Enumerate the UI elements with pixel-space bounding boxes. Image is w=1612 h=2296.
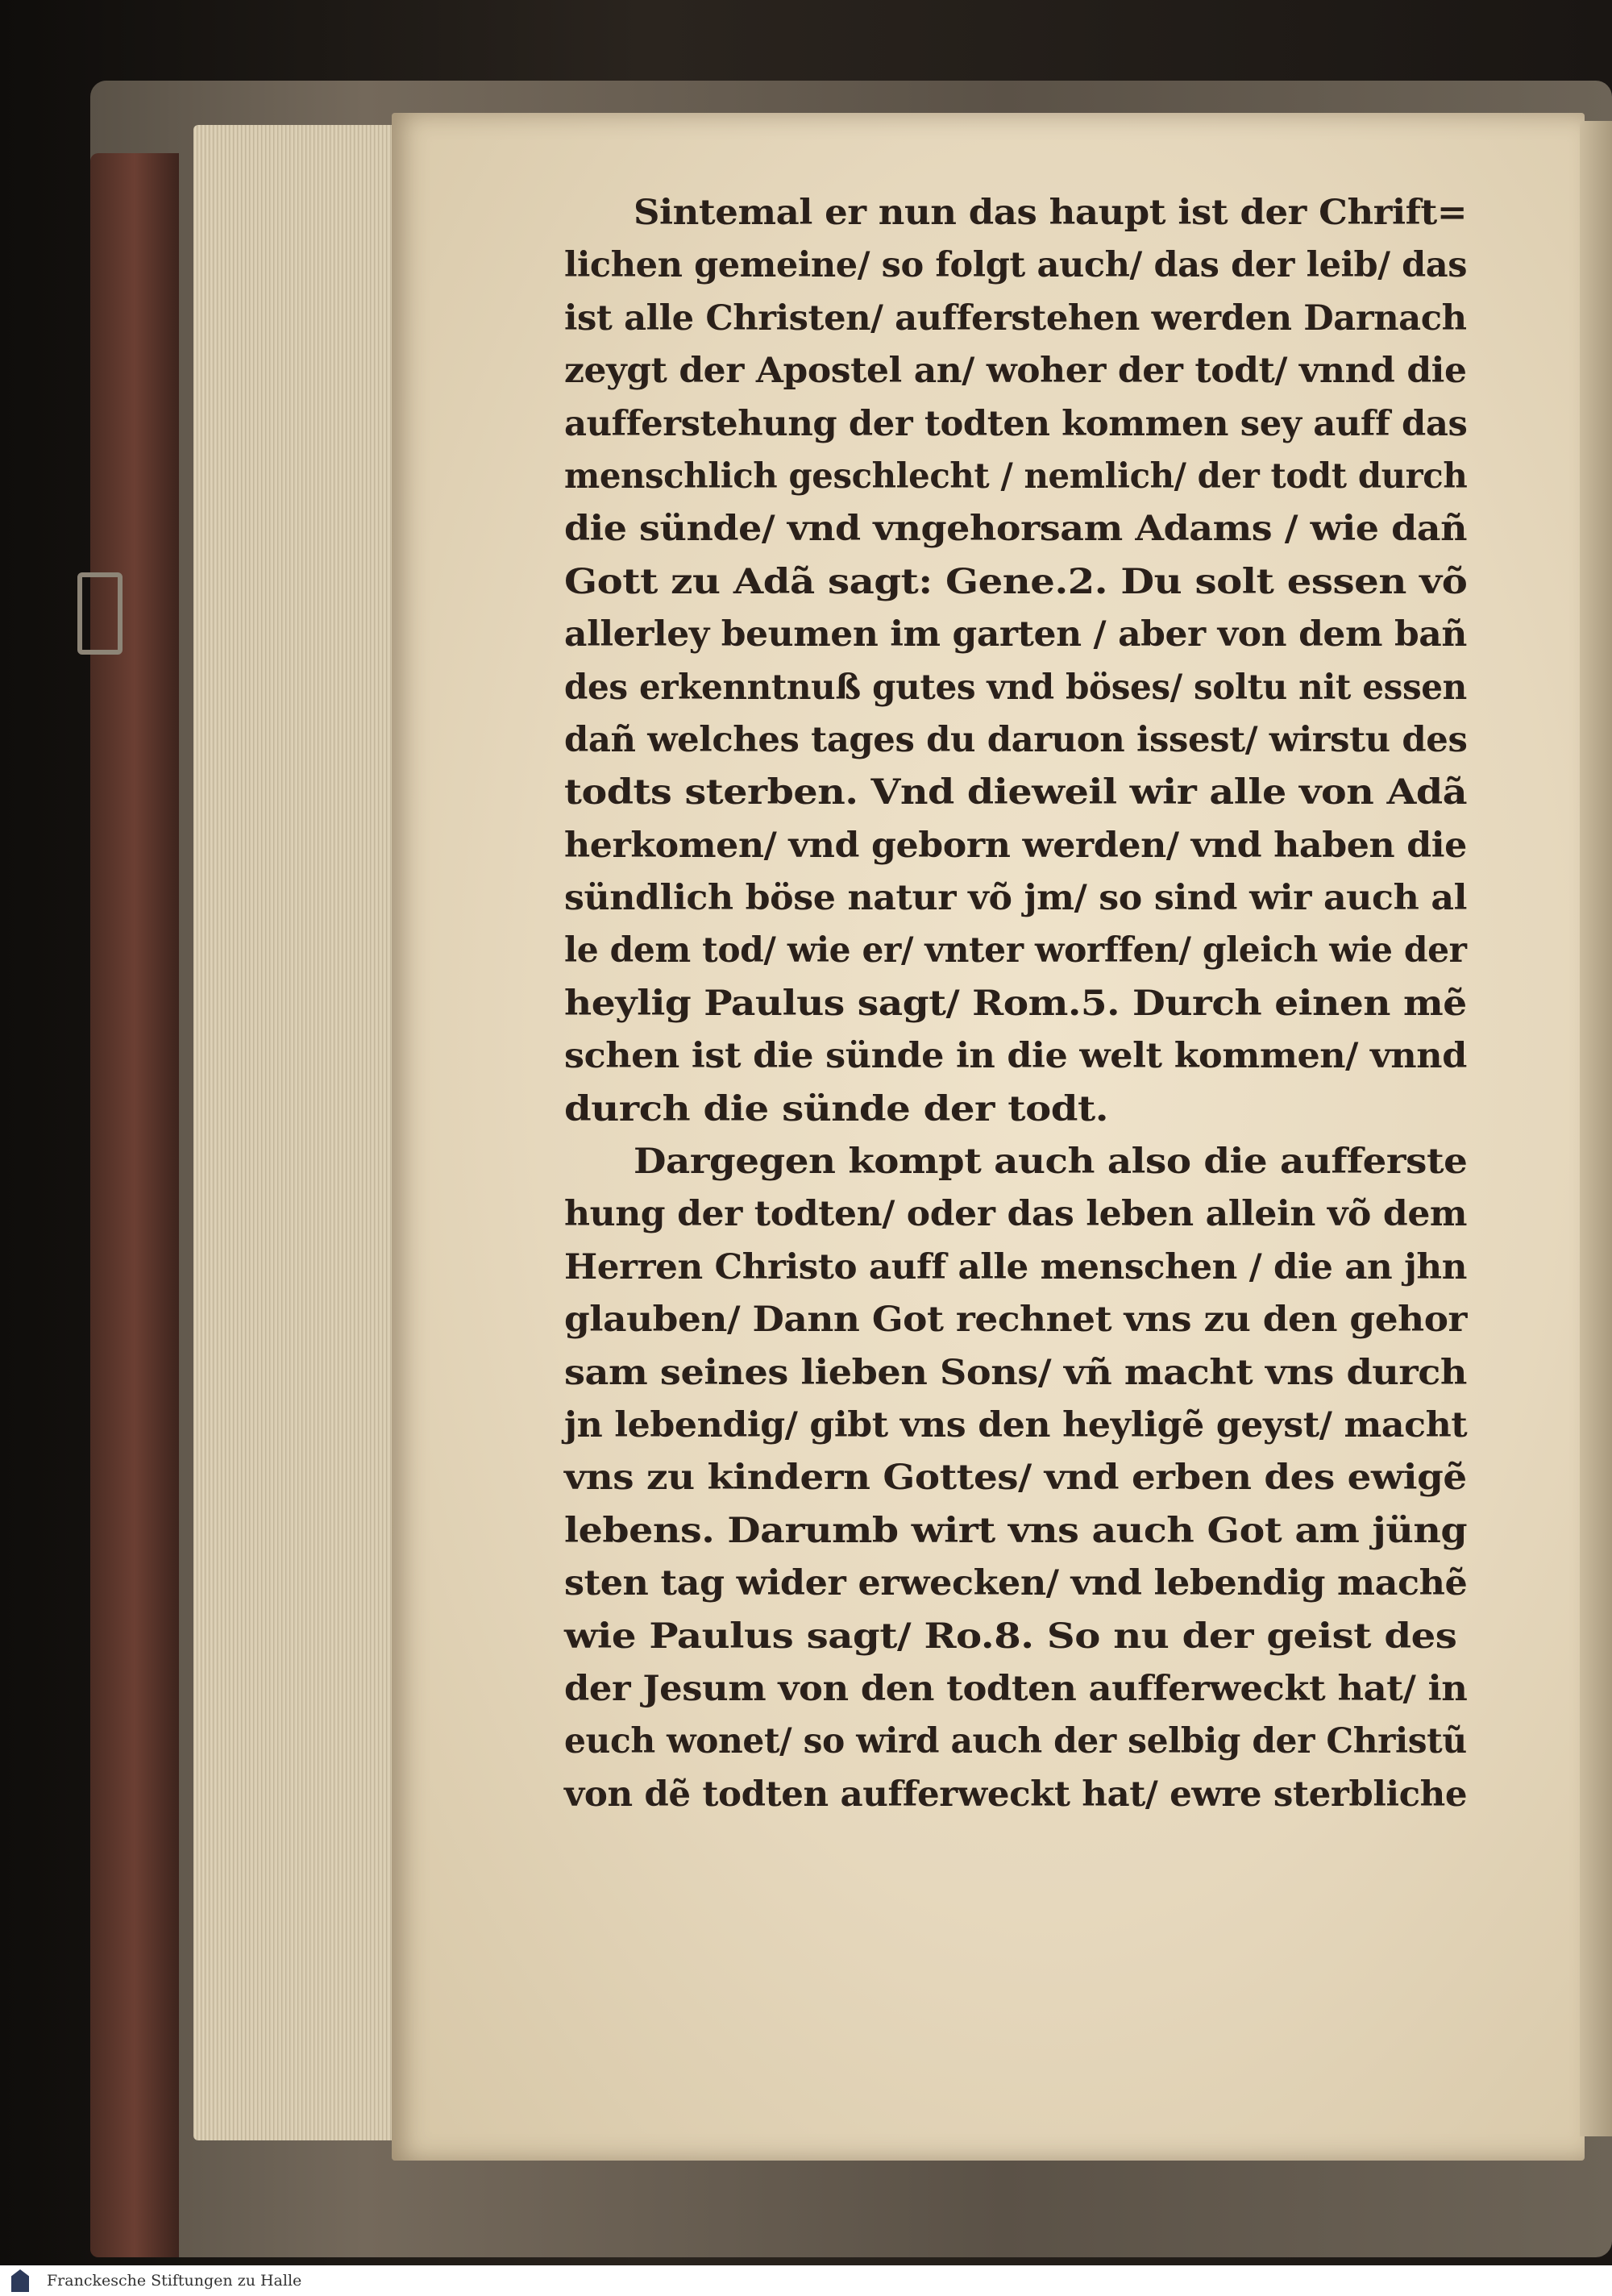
foundation-logo-icon [11, 2269, 29, 2292]
text-line: dañ welches tages du daruon issest/ wirstu des [564, 719, 1468, 760]
page-text [564, 187, 1467, 1821]
text-line: menschlich geschlecht / nemlich/ der todt durch [564, 455, 1468, 497]
text-line: glauben/ Dann Got rechnet vns zu den gehor [564, 1300, 1468, 1341]
text-line: todts sterben. Vnd dieweil wir alle von Adã [564, 772, 1468, 813]
text-line: ist alle Christen/ aufferstehen werden Darnach [564, 297, 1467, 339]
text-line: sten tag wider erwecken/ vnd lebendig machẽ [564, 1563, 1468, 1604]
text-line: hung der todten/ oder das leben allein võ dem [564, 1194, 1468, 1235]
text-line: aufferstehung der todten kommen sey auff das [564, 403, 1468, 444]
text-line: der Jesum von den todten aufferweckt hat/ in [564, 1668, 1468, 1709]
text-line: heylig Paulus sagt/ Rom.5. Durch einen mẽ [564, 983, 1467, 1024]
text-line: lebens. Darumb wirt vns auch Got am jüng [564, 1510, 1468, 1551]
text-line: schen ist die sünde in die welt kommen/ vnnd [564, 1036, 1467, 1077]
text-line: vns zu kindern Gottes/ vnd erben des ewigẽ [564, 1458, 1467, 1499]
text-line: euch wonet/ so wird auch der selbig der Christũ [564, 1721, 1467, 1762]
text-line: des erkenntnuß gutes vnd böses/ soltu nit essen [564, 667, 1467, 708]
clasp-icon [77, 572, 123, 655]
text-line: Herren Christo auff alle menschen / die an jhn [564, 1246, 1467, 1287]
text-line: Dargegen kompt auch also die aufferste [634, 1142, 1468, 1183]
book-spine [90, 153, 179, 2257]
text-line: durch die sünde der todt. [564, 1088, 1109, 1129]
page-edges [193, 125, 403, 2140]
text-line: Gott zu Adã sagt: Gene.2. Du solt essen võ [564, 561, 1468, 602]
text-line: Sintemal er nun das haupt ist der Chrift= [634, 193, 1468, 233]
text-line: wie Paulus sagt/ Ro.8. So nu der geist des [564, 1616, 1457, 1657]
text-line: lichen gemeine/ so folgt auch/ das der leib/ das [564, 245, 1468, 286]
text-line: zeygt der Apostel an/ woher der todt/ vnnd die [564, 351, 1467, 392]
footer-bar [0, 2265, 1612, 2296]
footer-credit: Franckesche Stiftungen zu Halle [47, 2272, 302, 2290]
text-line: jn lebendig/ gibt vns den heyligẽ geyst/ macht [564, 1404, 1468, 1445]
text-line: von dẽ todten aufferweckt hat/ ewre sterbliche [564, 1774, 1468, 1815]
text-line: allerley beumen im garten / aber von dem bañ [564, 614, 1467, 655]
text-line: sam seines lieben Sons/ vñ macht vns durch [564, 1352, 1467, 1393]
text-line: le dem tod/ wie er/ vnter worffen/ gleich wie der [564, 930, 1467, 971]
text-line: die sünde/ vnd vngehorsam Adams / wie dañ [564, 509, 1468, 550]
text-line: sündlich böse natur võ jm/ so sind wir auch al [564, 878, 1468, 919]
facing-page-edge [1580, 121, 1612, 2136]
text-line: herkomen/ vnd geborn werden/ vnd haben die [564, 825, 1467, 866]
